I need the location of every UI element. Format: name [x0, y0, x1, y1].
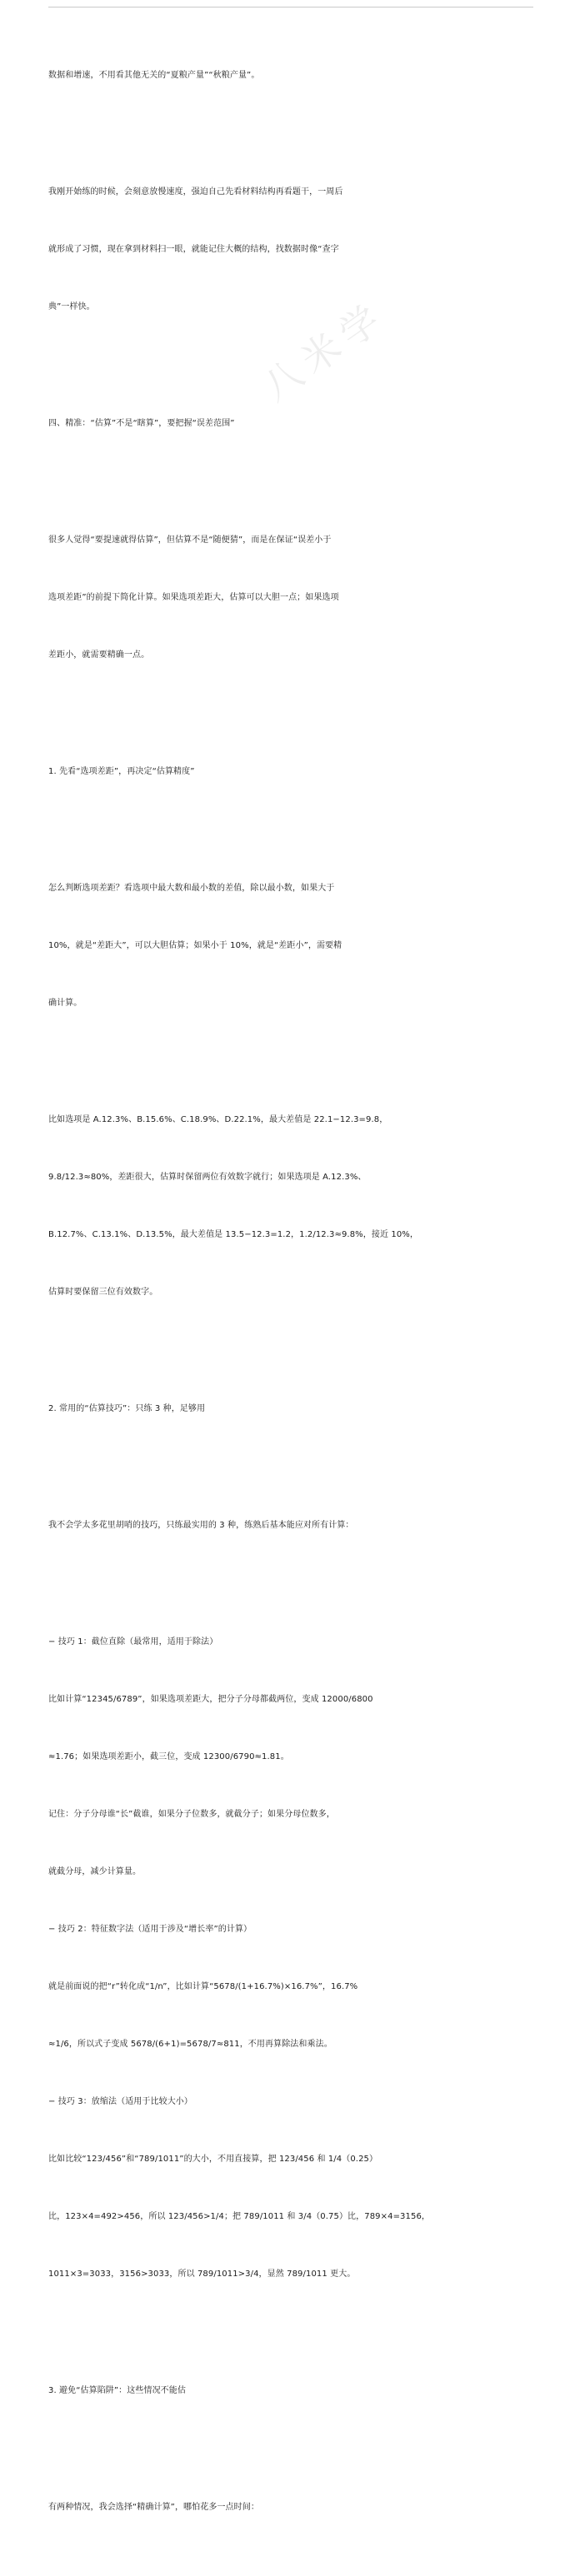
technique-2-title: − 技巧 2：特征数字法（适用于涉及“增长率”的计算） — [48, 1925, 252, 1934]
paragraph-intro-tail — [48, 27, 542, 123]
subheading-1 — [48, 724, 542, 820]
text-line: ≈1.76；如果选项差距小，截三位，变成 12300/6790≈1.81。 — [48, 1752, 289, 1761]
section-heading-4 — [48, 376, 542, 471]
text-line: 就截分母，减少计算量。 — [48, 1867, 142, 1876]
heading-text: 2. 常用的“估算技巧”：只练 3 种，足够用 — [48, 1404, 206, 1413]
text-line: B.12.7%、C.13.1%、D.13.5%，最大差值是 13.5−12.3=1.2，1.2/12.3≈9.8%，接近 10%， — [48, 1230, 418, 1239]
text-line: 我刚开始练的时候，会刻意放慢速度，强迫自己先看材料结构再看题干，一周后 — [48, 187, 343, 197]
technique-3-title: − 技巧 3：放缩法（适用于比较大小） — [48, 2097, 192, 2106]
text-line: 比，123×4=492>456，所以 123/456>1/4；把 789/1011 和 3/4（0.75）比，789×4=3156， — [48, 2212, 431, 2221]
paragraph-estimation-intro — [48, 492, 542, 703]
text-line: 就形成了习惯，现在拿到材料扫一眼，就能记住大概的结构，找数据时像“查字 — [48, 245, 339, 254]
text-line: 比如比较“123/456”和“789/1011”的大小，不用直接算，把 123/456 和 1/4（0.25） — [48, 2155, 378, 2164]
document-body — [48, 27, 542, 2576]
text-line: 数据和增速，不用看其他无关的“夏粮产量”“秋粮产量”。 — [48, 71, 260, 80]
subheading-2 — [48, 1361, 542, 1457]
text-line: 比如计算“12345/6789”，如果选项差距大，把分子分母都截两位，变成 12000/6800 — [48, 1695, 373, 1704]
text-line: 很多人觉得“要提速就得估算”，但估算不是“随便猜”，而是在保证“误差小于 — [48, 536, 332, 545]
text-line: 9.8/12.3≈80%，差距很大，估算时保留两位有效数字就行；如果选项是 A.12.3%、 — [48, 1173, 367, 1182]
text-line: 差距小，就需要精确一点。 — [48, 650, 150, 660]
text-line: 比如选项是 A.12.3%、B.15.6%、C.18.9%、D.22.1%，最大差值是 22.1−12.3=9.8， — [48, 1115, 388, 1124]
text-line: 1011×3=3033，3156>3033，所以 789/1011>3/4，显然 789/1011 更大。 — [48, 2270, 356, 2279]
paragraph-techniques-intro — [48, 1477, 542, 1573]
text-line: 10%，就是“差距大”，可以大胆估算；如果小于 10%，就是“差距小”，需要精 — [48, 941, 342, 950]
text-line: 估算时要保留三位有效数字。 — [48, 1288, 158, 1297]
heading-text: 1. 先看“选项差距”，再决定“估算精度” — [48, 767, 195, 776]
paragraph-option-gap — [48, 840, 542, 1051]
paragraph-example — [48, 1072, 542, 1340]
text-line: 记住：分子分母谁“长”截谁，如果分子位数多，就截分子；如果分母位数多， — [48, 1810, 335, 1819]
text-line: 我不会学太多花里胡哨的技巧，只练最实用的 3 种，练熟后基本能应对所有计算： — [48, 1521, 354, 1530]
heading-text: 3. 避免“估算陷阱”：这些情况不能估 — [48, 2386, 186, 2395]
text-line: 确计算。 — [48, 999, 82, 1008]
text-line: 典”一样快。 — [48, 302, 95, 311]
paragraph-exact-calc — [48, 2459, 542, 2555]
text-line: ≈1/6，所以式子变成 5678/(6+1)=5678/7≈811，不用再算除法和乘法。 — [48, 2040, 332, 2049]
heading-text: 四、精准：“估算”不是“瞎算”，要把握“误差范围” — [48, 419, 235, 428]
text-line: 就是前面说的把“r”转化成“1/n”，比如计算“5678/(1+16.7%)×16.7%”，16.7% — [48, 1982, 358, 1991]
paragraph-techniques — [48, 1594, 542, 2322]
text-line: 怎么判断选项差距？看选项中最大数和最小数的差值，除以最小数，如果大于 — [48, 884, 335, 893]
watermark: 八米学 — [254, 292, 395, 410]
subheading-3 — [48, 2343, 542, 2439]
text-line: 选项差距”的前提下简化计算。如果选项差距大，估算可以大胆一点；如果选项 — [48, 593, 339, 602]
paragraph-habit — [48, 144, 542, 355]
technique-1-title: − 技巧 1：截位直除（最常用，适用于除法） — [48, 1637, 218, 1647]
text-line: 有两种情况，我会选择“精确计算”，哪怕花多一点时间： — [48, 2503, 259, 2512]
